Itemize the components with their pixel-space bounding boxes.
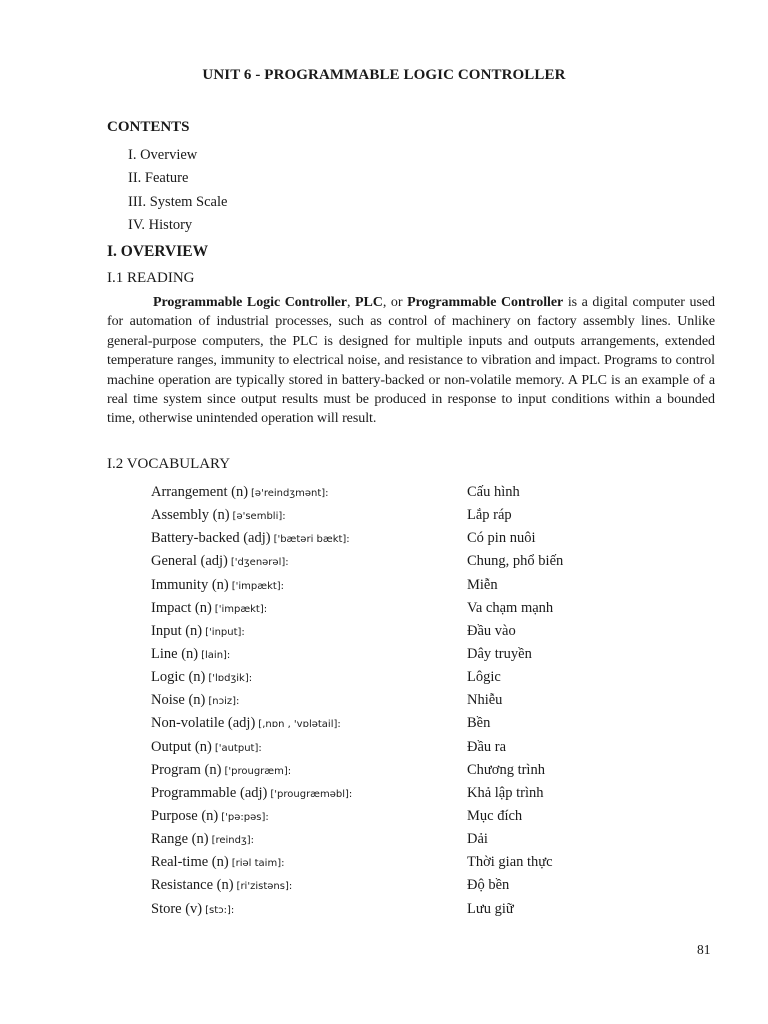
vocabulary-word: General (adj) (151, 553, 228, 570)
vocabulary-pronunciation: [stɔ:]: (205, 904, 235, 916)
contents-item: IV. History (128, 216, 193, 233)
vocabulary-term (151, 761, 291, 781)
vocabulary-row (151, 576, 711, 599)
vocabulary-list (151, 483, 711, 923)
vocabulary-pronunciation: [ə'reindʒmənt]: (251, 488, 329, 499)
vocabulary-row (151, 552, 711, 575)
vocabulary-meaning: Nhiễu (467, 692, 503, 709)
vocabulary-term (151, 599, 267, 619)
vocabulary-term (151, 645, 230, 665)
vocabulary-word: Purpose (n) (151, 807, 219, 824)
vocabulary-meaning: Khả lập trình (467, 784, 544, 801)
vocabulary-pronunciation: ['impækt]: (231, 580, 285, 592)
vocabulary-meaning: Lắp ráp (467, 507, 512, 524)
page-title: UNIT 6 - PROGRAMMABLE LOGIC CONTROLLER (202, 67, 566, 83)
vocabulary-row (151, 900, 711, 923)
vocabulary-pronunciation: ['impækt]: (214, 603, 268, 615)
vocabulary-row (151, 807, 711, 830)
vocabulary-row (151, 506, 711, 529)
vocabulary-meaning: Có pin nuôi (467, 530, 536, 547)
vocabulary-term (151, 506, 286, 526)
vocabulary-term (151, 876, 292, 896)
vocabulary-word: Impact (n) (151, 599, 212, 616)
vocabulary-word: Range (n) (151, 831, 209, 848)
subsection-heading-vocabulary: I.2 VOCABULARY (107, 456, 231, 472)
vocabulary-term (151, 483, 329, 503)
reading-term: Programmable Controller (407, 295, 564, 310)
contents-item: III. System Scale (128, 193, 228, 210)
contents-list (128, 146, 227, 239)
vocabulary-word: Battery-backed (adj) (151, 530, 271, 547)
vocabulary-term (151, 900, 234, 920)
vocabulary-term (151, 622, 245, 642)
vocabulary-pronunciation: [ə'sembli]: (232, 511, 286, 523)
vocabulary-meaning: Thời gian thực (467, 854, 553, 871)
vocabulary-word: Assembly (n) (151, 507, 230, 524)
vocabulary-meaning: Va chạm mạnh (467, 599, 554, 616)
vocabulary-meaning: Đầu ra (467, 738, 507, 755)
vocabulary-term (151, 668, 252, 688)
vocabulary-word: Line (n) (151, 645, 199, 662)
vocabulary-row (151, 714, 711, 737)
vocabulary-pronunciation: ['input]: (205, 626, 245, 638)
vocabulary-term (151, 807, 269, 827)
subsection-heading-reading: I.1 READING (107, 270, 195, 286)
vocabulary-row (151, 668, 711, 691)
vocabulary-term (151, 853, 284, 873)
vocabulary-meaning: Dây truyền (467, 645, 532, 662)
vocabulary-row (151, 599, 711, 622)
vocabulary-row (151, 853, 711, 876)
vocabulary-row (151, 876, 711, 899)
vocabulary-word: Non-volatile (adj) (151, 715, 256, 732)
vocabulary-term (151, 714, 341, 734)
vocabulary-row (151, 645, 711, 668)
vocabulary-pronunciation: ['bætəri bækt]: (273, 534, 350, 546)
vocabulary-pronunciation: ['pə:pəs]: (221, 811, 269, 823)
vocabulary-term (151, 552, 289, 572)
vocabulary-term (151, 738, 262, 758)
vocabulary-term (151, 529, 350, 549)
vocabulary-word: Arrangement (n) (151, 484, 249, 500)
reading-separator: , or (382, 295, 408, 310)
vocabulary-pronunciation: [,nɒn , 'vɒlətail]: (258, 719, 341, 731)
vocabulary-term (151, 784, 352, 804)
vocabulary-meaning: Đầu vào (467, 622, 516, 639)
vocabulary-term (151, 830, 254, 850)
vocabulary-row (151, 483, 711, 506)
vocabulary-row (151, 738, 711, 761)
vocabulary-term (151, 576, 284, 596)
contents-item: I. Overview (128, 147, 198, 163)
vocabulary-pronunciation: ['prougræməbl]: (270, 788, 353, 800)
vocabulary-word: Programmable (adj) (151, 784, 268, 801)
page-number: 81 (697, 942, 711, 957)
vocabulary-pronunciation: [ri'zistəns]: (236, 881, 293, 893)
vocabulary-pronunciation: ['prougræm]: (224, 765, 292, 777)
vocabulary-word: Logic (n) (151, 669, 206, 686)
vocabulary-word: Output (n) (151, 738, 212, 755)
vocabulary-pronunciation: [nɔiz]: (208, 696, 240, 708)
vocabulary-pronunciation: [lain]: (201, 649, 231, 661)
vocabulary-term (151, 691, 239, 711)
vocabulary-word: Store (v) (151, 900, 203, 917)
vocabulary-pronunciation: [riəl taim]: (231, 858, 285, 870)
vocabulary-meaning: Mục đích (467, 807, 523, 824)
vocabulary-meaning: Bền (467, 715, 491, 732)
vocabulary-word: Resistance (n) (151, 877, 234, 894)
section-heading-overview: I. OVERVIEW (107, 243, 209, 260)
vocabulary-row (151, 761, 711, 784)
vocabulary-row (151, 622, 711, 645)
vocabulary-word: Input (n) (151, 622, 203, 639)
vocabulary-word: Real-time (n) (151, 854, 229, 871)
reading-separator: , (346, 295, 355, 310)
vocabulary-meaning: Độ bền (467, 877, 510, 894)
reading-body: is a digital computer used for automation of industrial processes, such as control of machinery on factory assembly lines. Unlike general-purpose computers, the PLC is designed for multiple inputs and outputs arrangements, extended temperature ranges, immunity to electrical noise, and resistance to vibration and impact. Programs to control machine operation are typically stored in battery-backed or non-volatile memory. A PLC is an example of a real time system since output results must be produced in response to input conditions within a bounded time, otherwise unintended operation will result. (107, 295, 715, 427)
reading-paragraph (107, 293, 715, 429)
contents-item: II. Feature (128, 170, 189, 187)
vocabulary-row (151, 691, 711, 714)
vocabulary-word: Immunity (n) (151, 576, 229, 593)
vocabulary-row (151, 529, 711, 552)
vocabulary-meaning: Lưu giữ (467, 900, 514, 917)
vocabulary-row (151, 830, 711, 853)
vocabulary-meaning: Miễn (467, 576, 498, 593)
vocabulary-word: Noise (n) (151, 692, 206, 709)
vocabulary-pronunciation: ['dʒenərəl]: (230, 557, 289, 569)
vocabulary-meaning: Cấu hình (467, 484, 520, 500)
vocabulary-meaning: Dải (467, 831, 488, 848)
vocabulary-meaning: Chương trình (467, 761, 545, 778)
vocabulary-word: Program (n) (151, 761, 222, 778)
vocabulary-pronunciation: ['autput]: (214, 742, 262, 754)
vocabulary-pronunciation: [reindʒ]: (211, 835, 255, 847)
vocabulary-meaning: Chung, phổ biến (467, 553, 564, 570)
reading-term: Programmable Logic Controller (153, 295, 347, 310)
vocabulary-pronunciation: ['lɒdʒik]: (208, 673, 253, 685)
reading-term: PLC (355, 295, 383, 310)
vocabulary-meaning: Lôgic (467, 669, 501, 686)
vocabulary-row (151, 784, 711, 807)
contents-heading: CONTENTS (107, 119, 190, 135)
